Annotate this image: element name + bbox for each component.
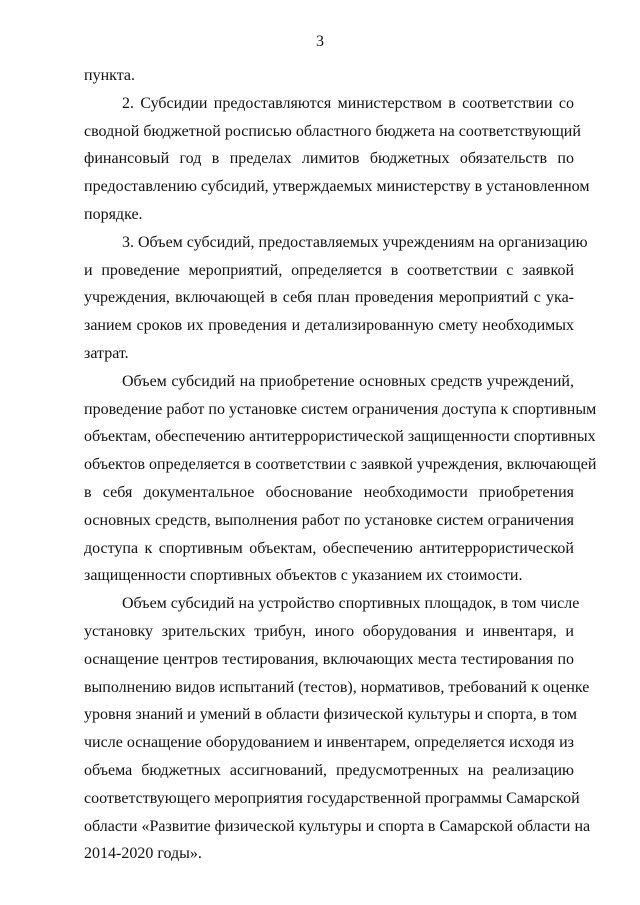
text-line: объектам, обеспечению антитеррористической защищенности спортивных [84,428,596,446]
page-number: 3 [316,33,324,50]
paragraph-item-3 [84,229,588,368]
text-line: и проведение мероприятий, определяется в соответствии с заявкой [84,261,574,279]
text-line: проведение работ по установке систем ограничения доступа к спортивным [84,400,597,418]
document-body [84,62,597,868]
text-line: объектов определяется в соответствии с заявкой учреждения, включающей [84,456,597,474]
paragraph-continuation [84,62,574,90]
text-line: затрат. [84,344,129,362]
text-line: 3. Объем субсидий, предоставляемых учреждениям на организацию [122,233,588,251]
text-line: защищенности спортивных объектов с указанием их стоимости. [84,567,523,585]
text-line: Объем субсидий на приобретение основных средств учреждений, [122,372,574,390]
text-line: сводной бюджетной росписью областного бюджета на соответствующий [84,122,581,140]
text-line: 2014-2020 годы». [84,845,202,863]
paragraph-fixed-assets [84,368,597,590]
paragraph-item-2 [84,90,590,229]
text-line: уровня знаний и умений в области физической культуры и спорта, в том [84,706,577,724]
text-line: Объем субсидий на устройство спортивных площадок, в том числе [122,595,580,613]
text-line: занием сроков их проведения и детализированную смету необходимых [84,317,574,335]
text-line: объема бюджетных ассигнований, предусмотренных на реализацию [84,761,574,779]
text-line: числе оснащение оборудованием и инвентарем, определяется исходя из [84,734,574,752]
text-line: порядке. [84,205,143,223]
text-line: основных средств, выполнения работ по установке систем ограничения [84,511,574,529]
text-line: учреждения, включающей в себя план проведения мероприятий с ука- [84,289,574,307]
text-line: 2. Субсидии предоставляются министерством в соответствии со [122,94,574,112]
text-line: доступа к спортивным объектам, обеспечению антитеррористической [84,539,574,557]
text-line: пункта. [84,67,135,84]
text-line: оснащение центров тестирования, включающих места тестирования по [84,650,574,668]
text-line: области «Развитие физической культуры и спорта в Самарской области на [84,817,591,835]
text-line: финансовый год в пределах лимитов бюджетных обязательств по [84,150,574,168]
text-line: соответствующего мероприятия государственной программы Самарской [84,789,580,807]
text-line: установку зрительских трибун, иного оборудования и инвентаря, и [84,622,574,640]
text-line: выполнению видов испытаний (тестов), нормативов, требований к оценке [84,678,590,696]
text-line: предоставлению субсидий, утверждаемых министерству в установленном [84,178,590,196]
paragraph-sports-grounds [84,590,591,868]
text-line: в себя документальное обоснование необходимости приобретения [84,483,574,501]
